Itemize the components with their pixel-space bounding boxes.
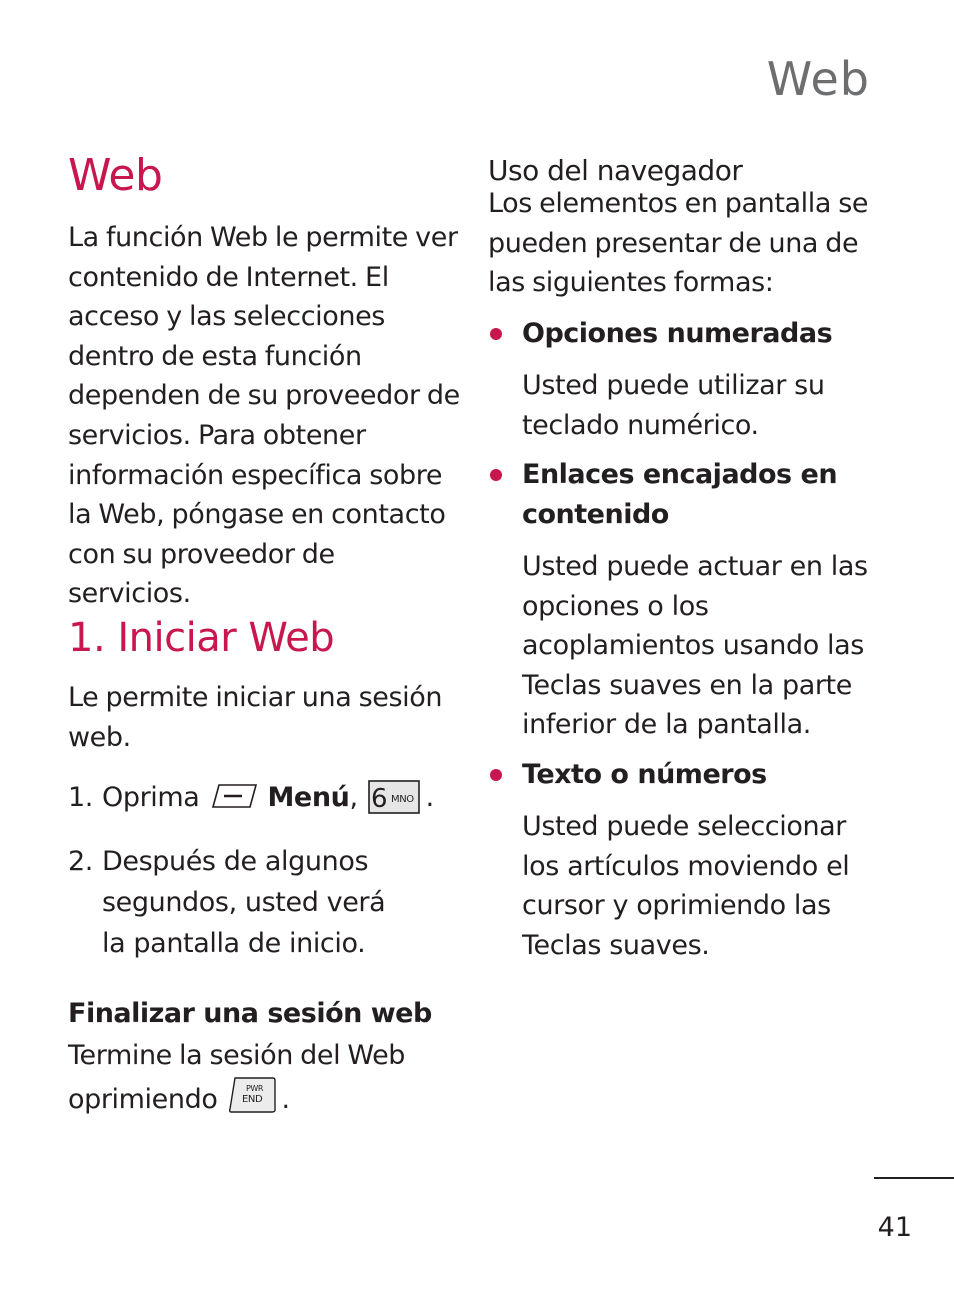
bullet-item-texto-o-numeros bbox=[488, 755, 888, 965]
bullet-item-enlaces-encajados bbox=[488, 455, 888, 745]
step-1-period: . bbox=[425, 782, 434, 813]
menu-label: Menú bbox=[267, 782, 350, 813]
step-2-number: 2. bbox=[68, 846, 93, 877]
section-title-iniciar-web: 1. Iniciar Web bbox=[68, 615, 335, 661]
step-2 bbox=[68, 841, 460, 964]
intro-paragraph: La función Web le permite ver contenido de Internet. El acceso y las selecciones dentro de esta función dependen de su proveedor de servicios. Para obtener información específica sobre la Web, póngase en contacto con su proveedor de servicios. bbox=[68, 222, 460, 610]
pwr-end-key-icon bbox=[227, 1076, 277, 1114]
end-session-paragraph bbox=[68, 1036, 408, 1119]
bullet-title: Enlaces encajados en contenido bbox=[522, 459, 838, 530]
bullet-dot-icon bbox=[490, 469, 502, 481]
section-description: Le permite iniciar una sesión web. bbox=[68, 682, 443, 753]
step-1-comma: , bbox=[349, 782, 358, 813]
end-session-text: Termine la sesión del Web oprimiendo bbox=[68, 1040, 406, 1115]
page-number: 41 bbox=[877, 1212, 912, 1243]
step-1-text: Oprima bbox=[102, 782, 200, 813]
end-session-heading: Finalizar una sesión web bbox=[68, 998, 432, 1029]
page-title: Web bbox=[68, 150, 163, 201]
key-6-mno-icon bbox=[368, 780, 420, 814]
bullet-item-opciones-numeradas bbox=[488, 314, 888, 445]
bullet-title: Opciones numeradas bbox=[522, 318, 833, 349]
step-1 bbox=[68, 777, 460, 818]
bullet-text: Usted puede seleccionar los artículos moviendo el cursor y oprimiendo las Teclas suaves. bbox=[522, 811, 850, 961]
page-number-rule bbox=[874, 1177, 954, 1179]
bullet-text: Usted puede actuar en las opciones o los acoplamientos usando las Teclas suaves en la parte inferior de la pantalla. bbox=[522, 551, 868, 741]
step-2-text: Después de algunos segundos, usted verá la pantalla de inicio. bbox=[102, 846, 386, 959]
key-6-letters: MNO bbox=[390, 794, 414, 805]
key-6-digit: 6 bbox=[370, 784, 387, 814]
bullet-title: Texto o números bbox=[522, 759, 767, 790]
browser-usage-intro: Los elementos en pantalla se pueden presentar de una de las siguientes formas: bbox=[488, 188, 869, 299]
end-label: END bbox=[242, 1093, 263, 1105]
step-1-number: 1. bbox=[68, 782, 93, 813]
browser-usage-heading-text: Uso del navegador bbox=[488, 154, 743, 187]
running-header: Web bbox=[766, 52, 870, 106]
bullet-dot-icon bbox=[490, 769, 502, 781]
pwr-label: PWR bbox=[246, 1083, 264, 1093]
browser-usage-heading bbox=[488, 154, 888, 188]
left-soft-key-icon bbox=[209, 782, 259, 810]
bullet-dot-icon bbox=[490, 328, 502, 340]
end-session-period: . bbox=[281, 1083, 290, 1115]
bullet-text: Usted puede utilizar su teclado numérico. bbox=[522, 370, 825, 441]
